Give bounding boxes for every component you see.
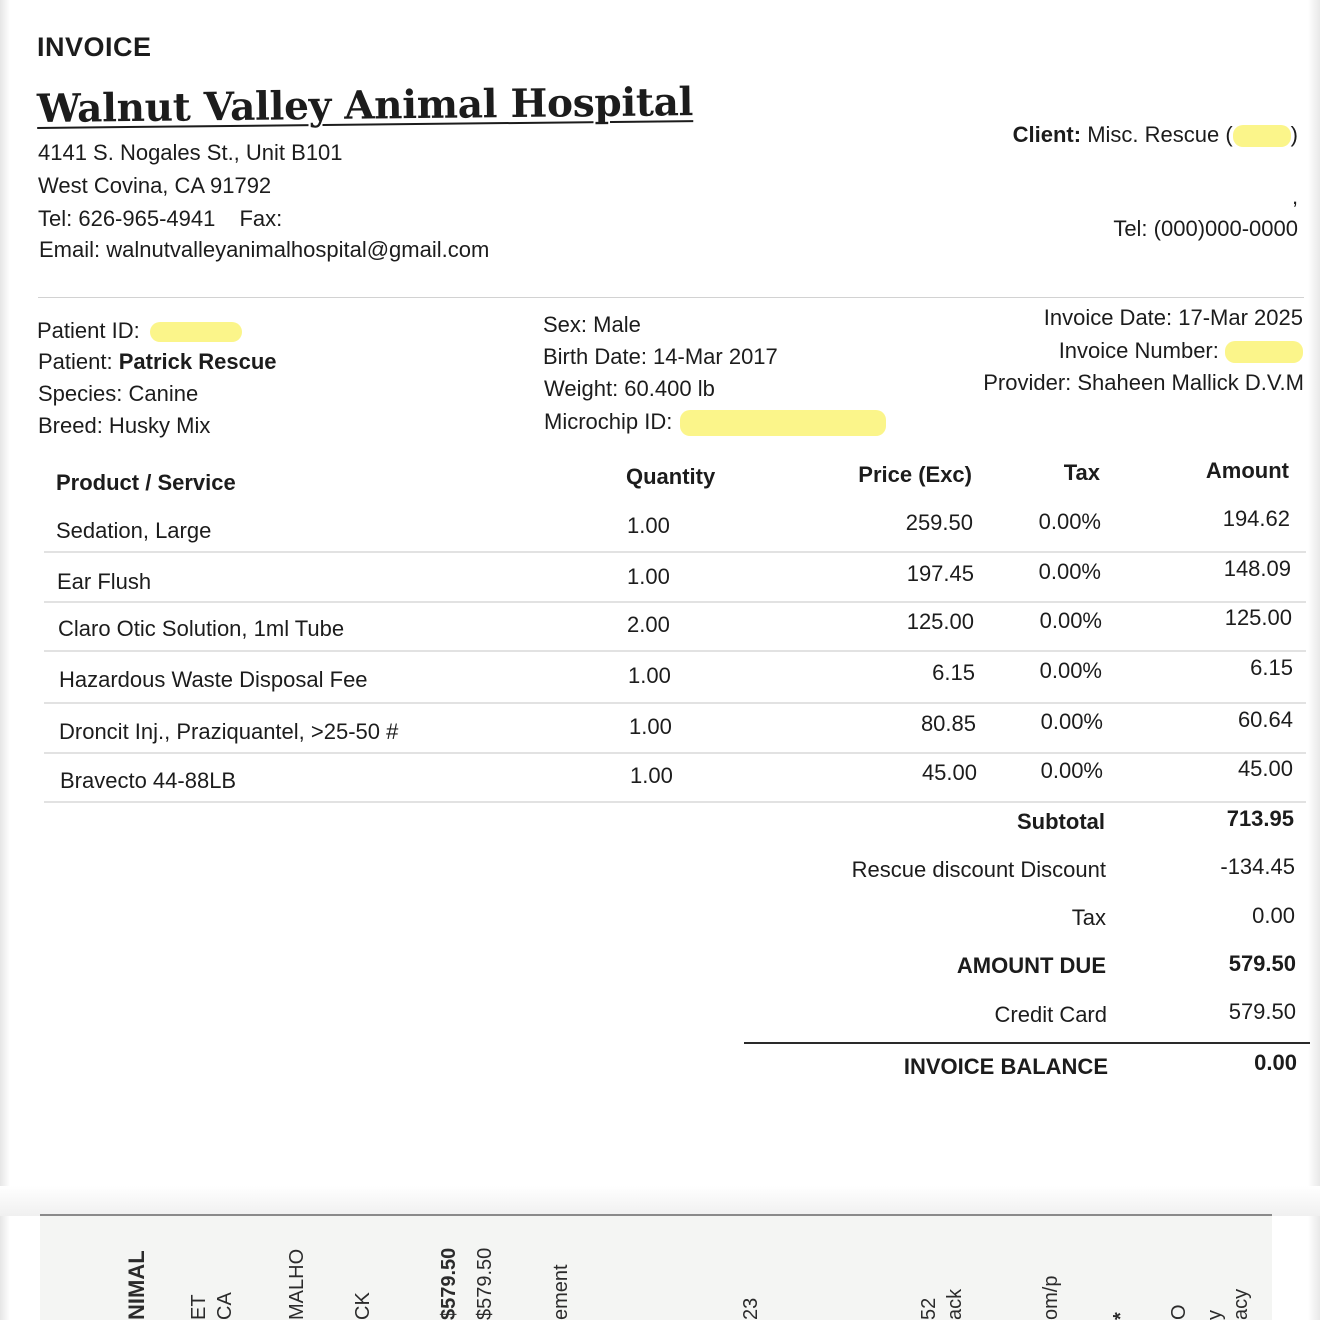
- redaction-mark: [150, 322, 242, 342]
- clinic-address-line1: 4141 S. Nogales St., Unit B101: [38, 140, 343, 165]
- credit-card-label: Credit Card: [994, 1002, 1107, 1027]
- row-divider: [44, 650, 1306, 652]
- receipt-fragment: ement: [550, 1264, 572, 1320]
- credit-card-value: 579.50: [1228, 999, 1296, 1024]
- row-3-quantity: 2.00: [627, 612, 670, 637]
- balance-rule: [744, 1042, 1310, 1044]
- row-1-product: Sedation, Large: [56, 518, 212, 543]
- clinic-name: Walnut Valley Animal Hospital: [36, 79, 694, 132]
- receipt-fragment: O: [1168, 1304, 1190, 1320]
- invoice-balance-label: INVOICE BALANCE: [903, 1054, 1108, 1079]
- receipt-fragment: NIMAL: [124, 1250, 149, 1320]
- row-divider: [44, 551, 1306, 553]
- row-6-amount: 45.00: [1237, 756, 1293, 781]
- invoice-balance-value: 0.00: [1254, 1050, 1297, 1075]
- patient-name: Patrick Rescue: [118, 349, 277, 374]
- redaction-mark: [1225, 341, 1303, 363]
- receipt-fragment: ack: [944, 1288, 966, 1320]
- row-divider: [44, 752, 1306, 754]
- patient-microchip-label: Microchip ID:: [544, 409, 673, 434]
- clinic-tel: Tel: 626-965-4941: [38, 206, 216, 231]
- row-3-amount: 125.00: [1224, 605, 1292, 630]
- discount-label: Rescue discount Discount: [851, 857, 1106, 882]
- row-1-price: 259.50: [905, 510, 973, 535]
- patient-weight: Weight: 60.400 lb: [544, 376, 715, 401]
- receipt-fragment: CA: [214, 1292, 236, 1320]
- row-5-tax: 0.00%: [1040, 709, 1103, 734]
- receipt-fragment: y: [1204, 1310, 1226, 1320]
- row-4-quantity: 1.00: [628, 663, 671, 688]
- row-5-product: Droncit Inj., Praziquantel, >25-50 #: [59, 719, 399, 744]
- row-5-quantity: 1.00: [629, 714, 672, 739]
- client-name-end: ): [1290, 122, 1298, 147]
- patient-id-label: Patient ID:: [37, 318, 140, 343]
- column-header-tax: Tax: [1063, 460, 1100, 485]
- clinic-phone: [38, 206, 282, 232]
- tax-total-value: 0.00: [1252, 903, 1295, 928]
- row-6-quantity: 1.00: [630, 763, 673, 788]
- row-4-tax: 0.00%: [1039, 658, 1102, 683]
- clinic-fax: Fax:: [239, 206, 283, 231]
- patient-birth-date: Birth Date: 14-Mar 2017: [543, 344, 778, 369]
- amount-due-value: 579.50: [1228, 951, 1296, 976]
- column-header-product: Product / Service: [56, 470, 236, 495]
- subtotal-value: 713.95: [1226, 806, 1294, 831]
- patient-breed: Breed: Husky Mix: [38, 413, 211, 438]
- row-3-tax: 0.00%: [1039, 608, 1102, 633]
- document-title: INVOICE: [37, 32, 152, 62]
- receipt-fragment: om/p: [1040, 1275, 1062, 1320]
- patient-id: [37, 318, 242, 344]
- patient-name-line: [38, 349, 277, 375]
- row-1-quantity: 1.00: [627, 513, 670, 538]
- receipt-fragment: $579.50: [474, 1247, 496, 1320]
- client-tel: Tel: (000)000-0000: [1113, 216, 1298, 241]
- receipt-shadow: [0, 1186, 1320, 1216]
- row-3-price: 125.00: [906, 609, 974, 634]
- clinic-email: Email: walnutvalleyanimalhospital@gmail.com: [39, 237, 490, 262]
- row-2-price: 197.45: [906, 561, 974, 586]
- column-header-price: Price (Exc): [858, 462, 972, 487]
- receipt-fragment: $579.50: [438, 1247, 460, 1320]
- patient-sex: Sex: Male: [543, 312, 641, 337]
- receipt-fragment: *: [1110, 1312, 1132, 1320]
- receipt-fragment: 52: [918, 1297, 940, 1320]
- patient-species: Species: Canine: [38, 381, 199, 406]
- page-edge-right: [1308, 0, 1320, 1320]
- receipt-fragment: ET: [188, 1294, 210, 1320]
- redaction-mark: [1233, 125, 1291, 147]
- row-divider: [44, 801, 1306, 803]
- row-4-price: 6.15: [932, 660, 975, 685]
- page-edge-left: [0, 0, 10, 1320]
- client-label: Client:: [1012, 122, 1082, 147]
- amount-due-label: AMOUNT DUE: [956, 953, 1106, 978]
- receipt-fragment: MALHO: [286, 1248, 308, 1320]
- column-header-quantity: Quantity: [626, 464, 716, 489]
- row-6-tax: 0.00%: [1040, 758, 1103, 783]
- client-address-comma: ,: [1292, 184, 1299, 209]
- row-2-quantity: 1.00: [627, 564, 670, 589]
- row-6-product: Bravecto 44-88LB: [60, 768, 237, 793]
- row-3-product: Claro Otic Solution, 1ml Tube: [58, 616, 345, 641]
- row-2-product: Ear Flush: [57, 569, 152, 594]
- receipt-fragment: acy: [1230, 1288, 1252, 1320]
- column-header-amount: Amount: [1205, 458, 1289, 483]
- row-2-amount: 148.09: [1223, 556, 1291, 581]
- invoice-date: Invoice Date: 17-Mar 2025: [1043, 305, 1303, 330]
- row-4-amount: 6.15: [1250, 655, 1293, 680]
- subtotal-label: Subtotal: [1017, 809, 1105, 834]
- clinic-address-line2: West Covina, CA 91792: [38, 173, 272, 198]
- row-5-amount: 60.64: [1237, 707, 1293, 732]
- row-1-tax: 0.00%: [1038, 509, 1101, 534]
- invoice-provider: Provider: Shaheen Mallick D.V.M: [983, 370, 1304, 395]
- receipt-fragment: CK: [352, 1292, 374, 1320]
- row-5-price: 80.85: [920, 711, 976, 736]
- patient-microchip: [544, 409, 886, 436]
- row-6-price: 45.00: [921, 760, 977, 785]
- redaction-mark: [680, 410, 886, 436]
- discount-value: -134.45: [1220, 854, 1295, 879]
- receipt-fragment: 23: [740, 1297, 762, 1320]
- header-divider: [38, 297, 1304, 298]
- tax-total-label: Tax: [1071, 905, 1106, 930]
- client-line: [1013, 122, 1298, 148]
- invoice-number: [1059, 338, 1303, 364]
- patient-name-label: Patient:: [38, 349, 113, 374]
- client-name: Misc. Rescue (: [1087, 122, 1233, 147]
- row-divider: [44, 601, 1306, 603]
- row-2-tax: 0.00%: [1038, 559, 1101, 584]
- row-4-product: Hazardous Waste Disposal Fee: [59, 667, 368, 692]
- row-divider: [44, 702, 1306, 704]
- invoice-number-label: Invoice Number:: [1058, 338, 1219, 363]
- row-1-amount: 194.62: [1222, 506, 1290, 531]
